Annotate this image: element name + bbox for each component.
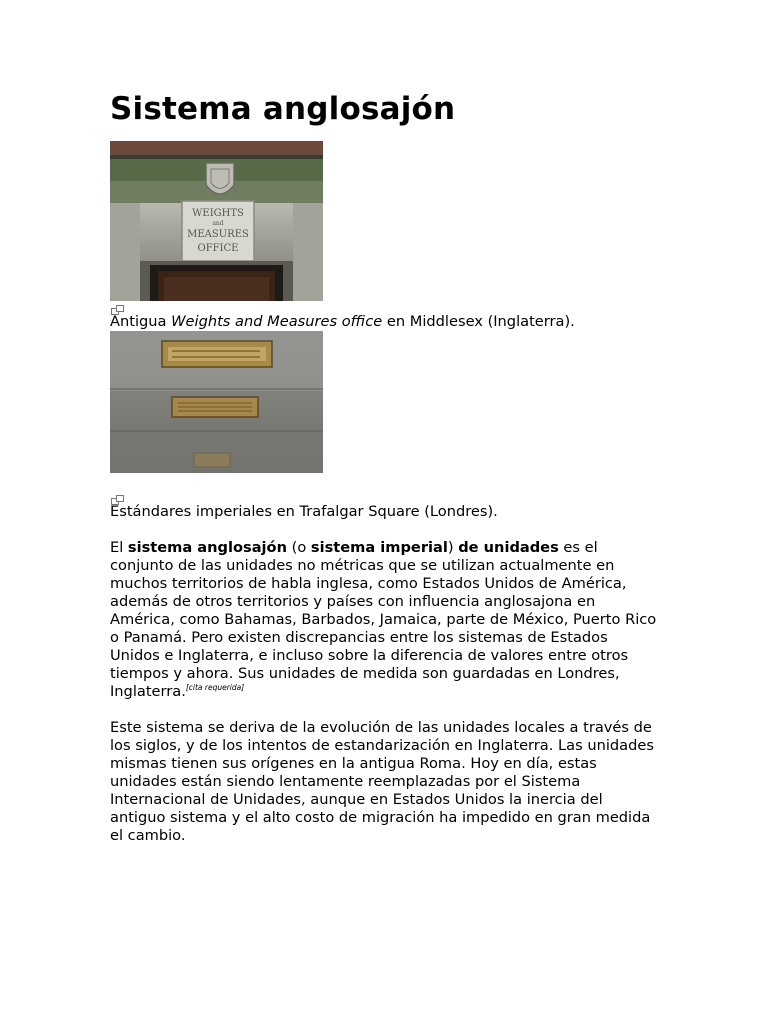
- sign-line-4: OFFICE: [197, 243, 239, 254]
- figure-caption: Antigua Weights and Measures office en Middlesex (Inglaterra).: [110, 313, 575, 330]
- term-sistema-imperial: sistema imperial: [310, 539, 448, 556]
- figure-caption: Estándares imperiales en Trafalgar Square (Londres).: [110, 503, 498, 520]
- sign-line-2: and: [212, 220, 224, 227]
- enlarge-icon[interactable]: [111, 491, 125, 503]
- enlarge-icon[interactable]: [111, 301, 125, 313]
- figure-trafalgar-standards: [110, 331, 660, 521]
- sign-line-3: MEASURES: [187, 229, 249, 240]
- paragraph-history: Este sistema se deriva de la evolución de las unidades locales a través de los siglos, y de los intentos de estandarización en Inglaterra. Las unidades mismas tienen sus orígenes en la antigua Roma. Hoy en día, estas unidades están siendo lentamente reemplazadas por el Sistema Internacional de Unidades, aunque en Estados Unidos la inercia del antiguo sistema y el alto costo de migración ha impedido en gran medida el cambio.: [110, 719, 654, 844]
- caption-emphasis: Weights and Measures office: [171, 313, 383, 330]
- page-title: Sistema anglosajón: [110, 91, 456, 127]
- photo-weights-office[interactable]: [110, 141, 323, 301]
- term-sistema-anglosajon: sistema anglosajón: [127, 539, 287, 556]
- photo-trafalgar-standards[interactable]: [110, 331, 323, 491]
- paragraph-intro: El sistema anglosajón (o sistema imperial) de unidades es el conjunto de las unidades no métricas que se utilizan actualmente en muchos territorios de habla inglesa, como Estados Unidos de América, además de otros territorios y países con influencia anglosajona en América, como Bahamas, Barbados, Jamaica, parte de México, Puerto Rico o Panamá. Pero existen discrepancias entre los sistemas de Estados Unidos e Inglaterra, e incluso sobre la diferencia de valores entre otros tiempos y ahora. Sus unidades de medida son guardadas en Londres, Inglaterra.[cita requerida]: [110, 539, 657, 700]
- figure-weights-office: [110, 141, 660, 331]
- article: [110, 88, 660, 845]
- term-de-unidades: de unidades: [458, 539, 559, 556]
- sign-line-1: WEIGHTS: [192, 208, 244, 219]
- citation-needed-link[interactable]: [cita requerida]: [185, 683, 245, 692]
